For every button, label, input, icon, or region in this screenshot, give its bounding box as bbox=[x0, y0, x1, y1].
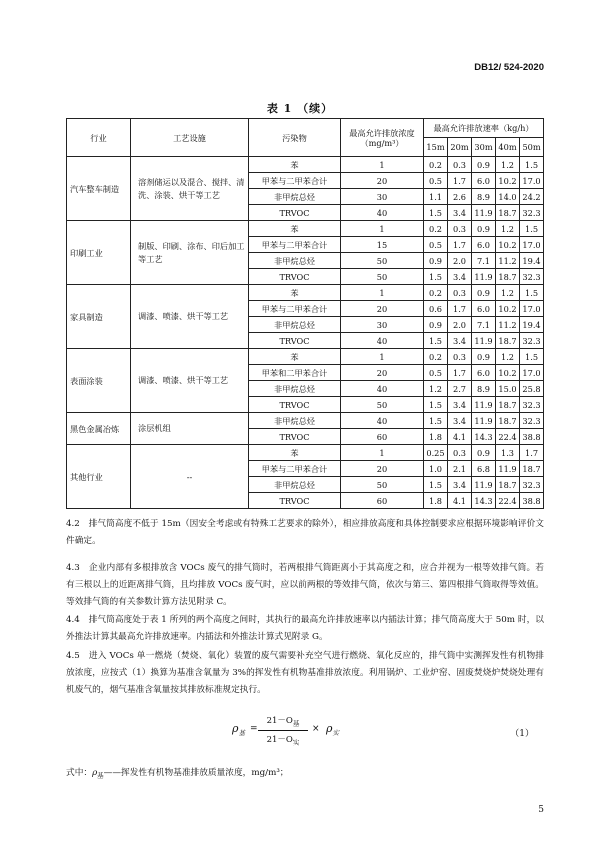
concentration-cell: 1 bbox=[341, 349, 424, 365]
rate-cell: 0.5 bbox=[424, 365, 448, 381]
rate-cell: 7.1 bbox=[472, 317, 496, 333]
header-max-rate: 最高允许排放速率（kg/h） bbox=[424, 119, 544, 138]
pollutant-cell: 苯 bbox=[249, 157, 341, 173]
pollutant-cell: TRVOC bbox=[249, 397, 341, 413]
concentration-cell: 50 bbox=[341, 477, 424, 493]
rate-cell: 22.4 bbox=[496, 493, 520, 509]
rate-cell: 18.7 bbox=[496, 205, 520, 221]
rate-cell: 0.9 bbox=[472, 285, 496, 301]
header-max-concentration-label: 最高允许排放浓度 bbox=[349, 127, 415, 138]
rate-cell: 0.2 bbox=[424, 157, 448, 173]
rate-cell: 1.8 bbox=[424, 429, 448, 445]
rate-cell: 1.2 bbox=[496, 349, 520, 365]
rate-cell: 1.3 bbox=[496, 445, 520, 461]
header-pollutant: 污染物 bbox=[249, 119, 341, 157]
rate-cell: 32.3 bbox=[520, 397, 544, 413]
concentration-cell: 1 bbox=[341, 221, 424, 237]
rate-cell: 3.4 bbox=[448, 333, 472, 349]
rate-cell: 7.1 bbox=[472, 253, 496, 269]
table-row bbox=[67, 157, 544, 173]
pollutant-cell: 苯 bbox=[249, 445, 341, 461]
table-row bbox=[67, 285, 544, 301]
rate-cell: 0.3 bbox=[448, 445, 472, 461]
concentration-cell: 20 bbox=[341, 173, 424, 189]
formula-numerator: $21-O_基$ bbox=[258, 714, 308, 731]
concentration-cell: 30 bbox=[341, 189, 424, 205]
rate-cell: 18.7 bbox=[496, 397, 520, 413]
process-cell: 溶剂储运以及混合、搅拌、清洗、涂装、烘干等工艺 bbox=[131, 157, 249, 221]
pollutant-cell: 非甲烷总烃 bbox=[249, 189, 341, 205]
rate-cell: 18.7 bbox=[520, 461, 544, 477]
pollutant-cell: 甲苯与二甲苯合计 bbox=[249, 173, 341, 189]
rate-cell: 38.8 bbox=[520, 493, 544, 509]
process-cell: -- bbox=[131, 445, 249, 509]
rate-cell: 11.9 bbox=[472, 269, 496, 285]
rate-cell: 6.8 bbox=[472, 461, 496, 477]
pollutant-cell: 非甲烷总烃 bbox=[249, 317, 341, 333]
rate-cell: 0.9 bbox=[472, 349, 496, 365]
concentration-cell: 50 bbox=[341, 253, 424, 269]
standard-code: DB12/ 524-2020 bbox=[474, 62, 544, 73]
rate-cell: 6.0 bbox=[472, 301, 496, 317]
rate-cell: 1.5 bbox=[520, 157, 544, 173]
pollutant-cell: TRVOC bbox=[249, 269, 341, 285]
industry-cell: 汽车整车制造 bbox=[67, 157, 131, 221]
rate-cell: 0.2 bbox=[424, 221, 448, 237]
table-row bbox=[67, 445, 544, 461]
formula-number: （1） bbox=[510, 729, 534, 739]
rate-cell: 14.3 bbox=[472, 493, 496, 509]
rate-cell: 0.2 bbox=[424, 349, 448, 365]
rate-cell: 17.0 bbox=[520, 173, 544, 189]
formula-equals: = bbox=[250, 724, 258, 734]
concentration-cell: 60 bbox=[341, 493, 424, 509]
pollutant-cell: 甲苯和二甲苯合计 bbox=[249, 365, 341, 381]
rate-cell: 11.9 bbox=[472, 397, 496, 413]
formula-where: 式中：$\rho_基——$挥发性有机物基准排放质量浓度，mg/m³； bbox=[66, 768, 289, 780]
rate-cell: 2.0 bbox=[448, 253, 472, 269]
concentration-cell: 20 bbox=[341, 365, 424, 381]
rate-cell: 11.9 bbox=[472, 333, 496, 349]
rate-cell: 1.2 bbox=[496, 285, 520, 301]
rate-cell: 4.1 bbox=[448, 493, 472, 509]
rate-cell: 2.6 bbox=[448, 189, 472, 205]
concentration-cell: 40 bbox=[341, 333, 424, 349]
concentration-cell: 20 bbox=[341, 301, 424, 317]
pollutant-cell: 非甲烷总烃 bbox=[249, 413, 341, 429]
rate-cell: 10.2 bbox=[496, 173, 520, 189]
rate-cell: 3.4 bbox=[448, 477, 472, 493]
pollutant-cell: 非甲烷总烃 bbox=[249, 253, 341, 269]
rate-cell: 18.7 bbox=[496, 477, 520, 493]
rate-cell: 1.7 bbox=[448, 173, 472, 189]
rate-cell: 1.7 bbox=[448, 301, 472, 317]
rate-cell: 3.4 bbox=[448, 205, 472, 221]
rate-cell: 0.9 bbox=[424, 253, 448, 269]
pollutant-cell: 非甲烷总烃 bbox=[249, 381, 341, 397]
pollutant-cell: 甲苯与二甲苯合计 bbox=[249, 301, 341, 317]
rate-cell: 0.6 bbox=[424, 301, 448, 317]
rate-cell: 1.0 bbox=[424, 461, 448, 477]
rate-cell: 4.1 bbox=[448, 429, 472, 445]
rate-cell: 32.3 bbox=[520, 477, 544, 493]
industry-cell: 家具制造 bbox=[67, 285, 131, 349]
process-cell: 调漆、喷漆、烘干等工艺 bbox=[131, 349, 249, 413]
table-row bbox=[67, 349, 544, 365]
rate-cell: 0.3 bbox=[448, 285, 472, 301]
header-process: 工艺设施 bbox=[131, 119, 249, 157]
concentration-cell: 15 bbox=[341, 237, 424, 253]
header-height: 15m bbox=[424, 138, 448, 157]
rate-cell: 32.3 bbox=[520, 205, 544, 221]
rate-cell: 1.1 bbox=[424, 189, 448, 205]
rate-cell: 0.3 bbox=[448, 349, 472, 365]
pollutant-cell: 苯 bbox=[249, 285, 341, 301]
concentration-cell: 1 bbox=[341, 285, 424, 301]
rate-cell: 0.9 bbox=[472, 157, 496, 173]
rate-cell: 11.9 bbox=[472, 413, 496, 429]
rate-cell: 11.9 bbox=[472, 477, 496, 493]
rate-cell: 1.5 bbox=[424, 205, 448, 221]
rate-cell: 8.9 bbox=[472, 381, 496, 397]
concentration-cell: 50 bbox=[341, 397, 424, 413]
pollutant-cell: TRVOC bbox=[249, 493, 341, 509]
pollutant-cell: 苯 bbox=[249, 349, 341, 365]
rate-cell: 3.4 bbox=[448, 269, 472, 285]
rate-cell: 6.0 bbox=[472, 173, 496, 189]
rate-cell: 0.9 bbox=[472, 445, 496, 461]
rate-cell: 0.2 bbox=[424, 285, 448, 301]
rate-cell: 0.9 bbox=[424, 317, 448, 333]
rate-cell: 1.2 bbox=[496, 157, 520, 173]
header-height: 40m bbox=[496, 138, 520, 157]
rate-cell: 11.2 bbox=[496, 317, 520, 333]
pollutant-cell: TRVOC bbox=[249, 333, 341, 349]
rate-cell: 18.7 bbox=[496, 269, 520, 285]
rate-cell: 18.7 bbox=[496, 413, 520, 429]
paragraph-4-4: 4.4 排气筒高度处于表 1 所列的两个高度之间时，其执行的最高允许排放速率以内插法计算；排气筒高度大于 50m 时，以外推法计算其最高允许排放速率。内插法和外推法计算式见附录 G。 bbox=[66, 615, 544, 642]
rate-cell: 1.7 bbox=[520, 445, 544, 461]
formula-rhs: $\rho_实$ bbox=[326, 722, 339, 738]
rate-cell: 11.2 bbox=[496, 253, 520, 269]
concentration-cell: 40 bbox=[341, 413, 424, 429]
rate-cell: 22.4 bbox=[496, 429, 520, 445]
rate-cell: 1.8 bbox=[424, 493, 448, 509]
process-cell: 调漆、喷漆、烘干等工艺 bbox=[131, 285, 249, 349]
rate-cell: 17.0 bbox=[520, 237, 544, 253]
table-title: 表 1 （续） bbox=[266, 102, 334, 115]
pollutant-cell: 苯 bbox=[249, 221, 341, 237]
concentration-cell: 20 bbox=[341, 461, 424, 477]
paragraph-4-3: 4.3 企业内部有多根排放含 VOCs 废气的排气筒时，若两根排气筒距离小于其高度之和，应合并视为一根等效排气筒。若有三根以上的近距离排气筒，且均排放 VOCs 废气时，应以前两根的等效排气筒，依次与第三、第四根排气筒取得等效值。等效排气筒的有关参数计算方法见附录 C。 bbox=[66, 563, 544, 607]
pollutant-cell: 甲苯与二甲苯合计 bbox=[249, 461, 341, 477]
rate-cell: 1.7 bbox=[448, 365, 472, 381]
rate-cell: 19.4 bbox=[520, 253, 544, 269]
concentration-cell: 40 bbox=[341, 381, 424, 397]
rate-cell: 3.4 bbox=[448, 413, 472, 429]
rate-cell: 0.3 bbox=[448, 157, 472, 173]
table-row bbox=[67, 413, 544, 429]
rate-cell: 6.0 bbox=[472, 365, 496, 381]
rate-cell: 8.9 bbox=[472, 189, 496, 205]
header-height: 50m bbox=[520, 138, 544, 157]
pollutant-cell: 非甲烷总烃 bbox=[249, 477, 341, 493]
concentration-cell: 1 bbox=[341, 445, 424, 461]
rate-cell: 1.5 bbox=[520, 349, 544, 365]
header-industry: 行业 bbox=[67, 119, 131, 157]
rate-cell: 25.8 bbox=[520, 381, 544, 397]
header-height: 30m bbox=[472, 138, 496, 157]
rate-cell: 32.3 bbox=[520, 269, 544, 285]
rate-cell: 0.3 bbox=[448, 221, 472, 237]
concentration-cell: 40 bbox=[341, 205, 424, 221]
rate-cell: 32.3 bbox=[520, 333, 544, 349]
rate-cell: 2.0 bbox=[448, 317, 472, 333]
rate-cell: 1.5 bbox=[424, 413, 448, 429]
formula-1 bbox=[0, 712, 600, 752]
rate-cell: 38.8 bbox=[520, 429, 544, 445]
rate-cell: 1.5 bbox=[424, 333, 448, 349]
rate-cell: 6.0 bbox=[472, 237, 496, 253]
pollutant-cell: 甲苯与二甲苯合计 bbox=[249, 237, 341, 253]
industry-cell: 其他行业 bbox=[67, 445, 131, 509]
paragraph-4-2: 4.2 排气筒高度不低于 15m（因安全考虑或有特殊工艺要求的除外），相应排放高度和具体控制要求应根据环境影响评价文件确定。 bbox=[66, 519, 544, 546]
concentration-cell: 50 bbox=[341, 269, 424, 285]
industry-cell: 黑色金属冶炼 bbox=[67, 413, 131, 445]
rate-cell: 32.3 bbox=[520, 413, 544, 429]
concentration-cell: 60 bbox=[341, 429, 424, 445]
rate-cell: 11.9 bbox=[496, 461, 520, 477]
pollutant-cell: TRVOC bbox=[249, 429, 341, 445]
table-row bbox=[67, 221, 544, 237]
rate-cell: 10.2 bbox=[496, 365, 520, 381]
rate-cell: 14.0 bbox=[496, 189, 520, 205]
process-cell: 涂层机组 bbox=[131, 413, 249, 445]
formula-fraction bbox=[258, 714, 308, 746]
rate-cell: 1.2 bbox=[424, 381, 448, 397]
rate-cell: 17.0 bbox=[520, 301, 544, 317]
rate-cell: 1.5 bbox=[520, 285, 544, 301]
rate-cell: 3.4 bbox=[448, 397, 472, 413]
rate-cell: 0.5 bbox=[424, 237, 448, 253]
rate-cell: 15.0 bbox=[496, 381, 520, 397]
paragraph-4-5: 4.5 进入 VOCs 单一燃烧（焚烧、氧化）装置的废气需要补充空气进行燃烧、氧化反应的，排气筒中实测挥发性有机物排放浓度，应按式（1）换算为基准含氧量为 3%的挥发性有机物基准排放浓度。利用锅炉、工业炉窑、固废焚烧炉焚烧处理有机废气的，烟气基准含氧量按其排放标准规定执行。 bbox=[66, 651, 544, 695]
rate-cell: 14.3 bbox=[472, 429, 496, 445]
rate-cell: 17.0 bbox=[520, 365, 544, 381]
pollutant-cell: TRVOC bbox=[249, 205, 341, 221]
emission-limits-table bbox=[66, 118, 544, 509]
rate-cell: 0.25 bbox=[424, 445, 448, 461]
header-max-concentration-unit: （mg/m³） bbox=[360, 137, 404, 148]
formula-lhs: $\rho_基$ bbox=[232, 722, 245, 738]
header-max-concentration bbox=[341, 119, 424, 157]
rate-cell: 0.5 bbox=[424, 173, 448, 189]
concentration-cell: 30 bbox=[341, 317, 424, 333]
process-cell: 制版、印刷、涂布、印后加工等工艺 bbox=[131, 221, 249, 285]
formula-times: × bbox=[312, 724, 320, 734]
rate-cell: 19.4 bbox=[520, 317, 544, 333]
formula-denominator: $21-O_实$ bbox=[266, 734, 300, 747]
rate-cell: 10.2 bbox=[496, 237, 520, 253]
rate-cell: 1.7 bbox=[448, 237, 472, 253]
concentration-cell: 1 bbox=[341, 157, 424, 173]
rate-cell: 1.5 bbox=[424, 269, 448, 285]
rate-cell: 24.2 bbox=[520, 189, 544, 205]
rate-cell: 11.9 bbox=[472, 205, 496, 221]
rate-cell: 2.1 bbox=[448, 461, 472, 477]
rate-cell: 0.9 bbox=[472, 221, 496, 237]
rate-cell: 1.5 bbox=[520, 221, 544, 237]
rate-cell: 10.2 bbox=[496, 301, 520, 317]
page-number: 5 bbox=[538, 805, 544, 815]
rate-cell: 1.5 bbox=[424, 477, 448, 493]
industry-cell: 表面涂装 bbox=[67, 349, 131, 413]
rate-cell: 1.2 bbox=[496, 221, 520, 237]
rate-cell: 1.5 bbox=[424, 397, 448, 413]
industry-cell: 印刷工业 bbox=[67, 221, 131, 285]
rate-cell: 2.7 bbox=[448, 381, 472, 397]
header-height: 20m bbox=[448, 138, 472, 157]
rate-cell: 18.7 bbox=[496, 333, 520, 349]
